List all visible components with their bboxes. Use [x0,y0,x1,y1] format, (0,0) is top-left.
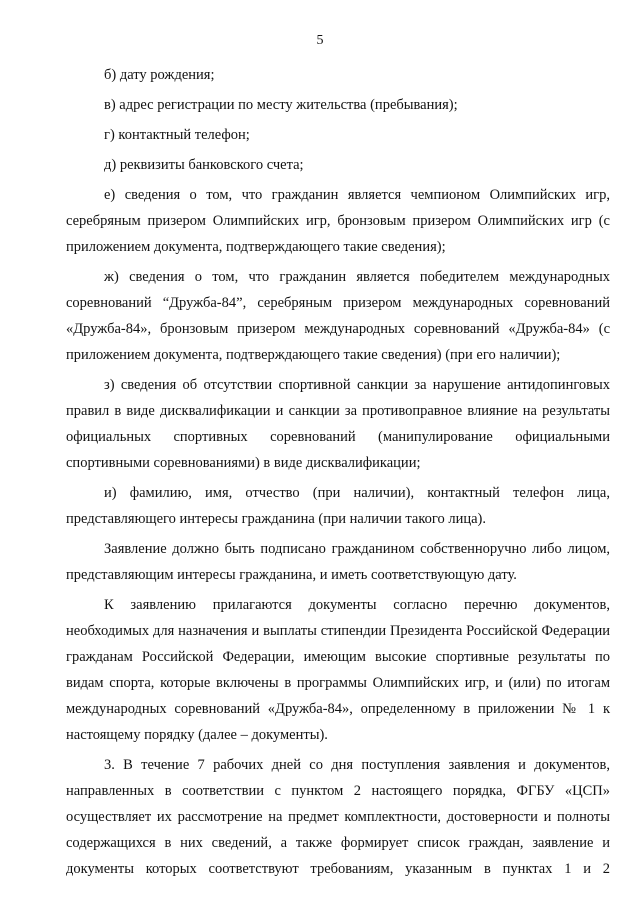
paragraph-b-birth-date: б) дату рождения; [104,67,215,83]
document-body [66,62,610,886]
paragraph-e-olympic-champion: е) сведения о том, что гражданин является чемпионом Олимпийских игр, серебряным призером Олимпийских игр, бронзовым призером Олимпийских игр (с приложением документа, подтверждающего такие сведения); [66,187,610,255]
paragraph-zh-druzhba-84: ж) сведения о том, что гражданин является победителем международных соревнований “Дружба-84”, серебряным призером международных соревнований «Дружба-84», бронзовым призером международных соревнований «Дружба-84» (с приложением документа, подтверждающего такие сведения) (при его наличии); [66,269,610,363]
paragraph-d-bank-details: д) реквизиты банковского счета; [104,157,304,173]
paragraph-signature-requirement: Заявление должно быть подписано гражданином собственноручно либо лицом, представляющим интересы гражданина, и иметь соответствующую дату. [66,541,610,583]
paragraph-i-representative: и) фамилию, имя, отчество (при наличии), контактный телефон лица, представляющего интересы гражданина (при наличии такого лица). [66,485,610,527]
paragraph-g-phone: г) контактный телефон; [104,127,250,143]
paragraph-attached-documents: К заявлению прилагаются документы согласно перечню документов, необходимых для назначения и выплаты стипендии Президента Российской Федерации гражданам Российской Федерации, имеющим высокие спортивные результаты по видам спорта, которые включены в программы Олимпийских игр, и (или) по итогам международных соревнований «Дружба-84», определенному в приложении № 1 к настоящему порядку (далее – документы). [66,597,610,743]
paragraph-v-registration-address: в) адрес регистрации по месту жительства (пребывания); [104,97,458,113]
page-number: 5 [316,33,324,48]
paragraph-z-antidoping: з) сведения об отсутствии спортивной санкции за нарушение антидопинговых правил в виде дисквалификации и санкции за противоправное влияние на результаты официальных спортивных соревнований (манипулирование официальными спортивными соревнованиями) в виде дисквалификации; [66,377,610,471]
paragraph-3-review-period: 3. В течение 7 рабочих дней со дня поступления заявления и документов, направленных в соответствии с пунктом 2 настоящего порядка, ФГБУ «ЦСП» осуществляет их рассмотрение на предмет комплектности, достоверности и полноты содержащихся в них сведений, а также формирует список граждан, заявление и документы которых соответствуют требованиям, указанным в пунктах 1 и 2 [66,757,610,877]
